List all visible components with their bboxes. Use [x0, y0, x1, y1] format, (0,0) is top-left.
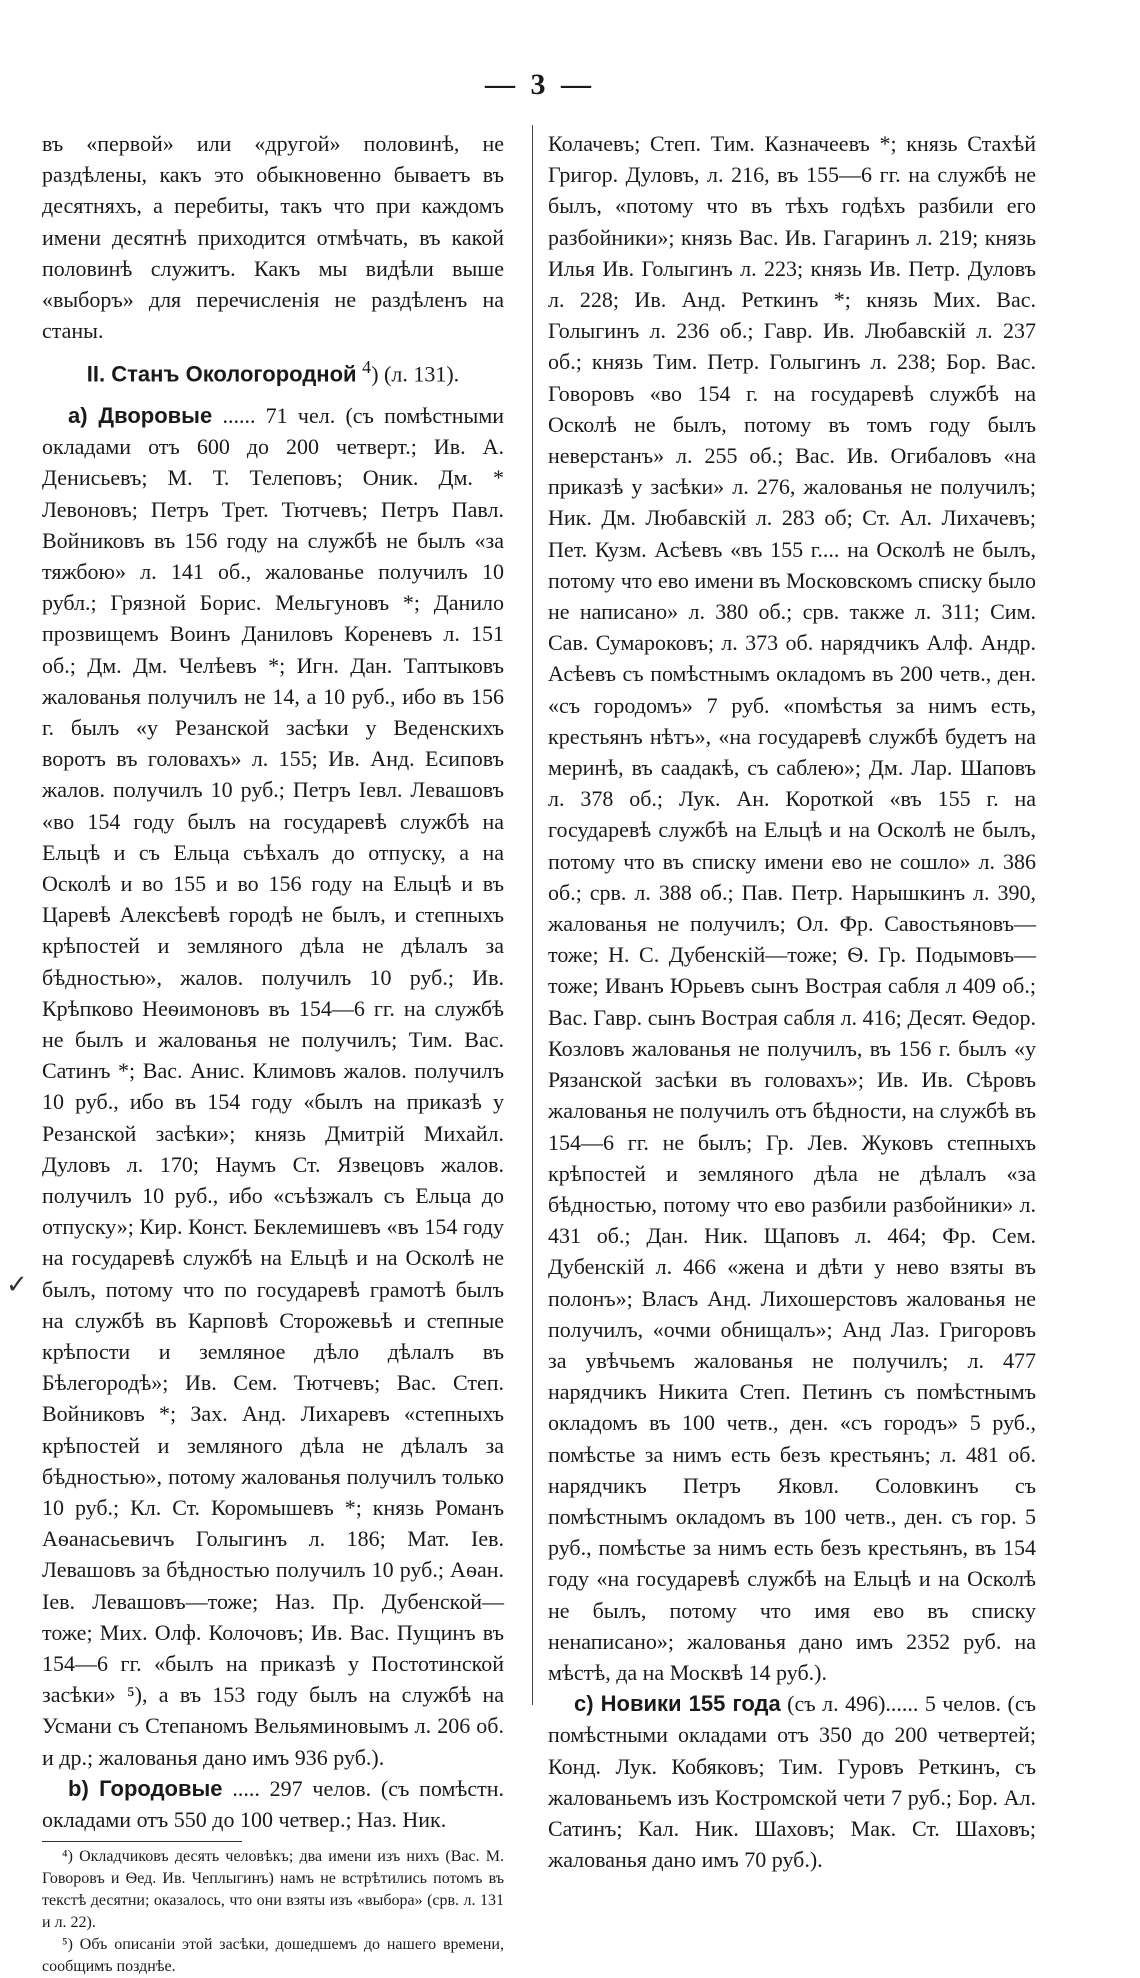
right-paragraph-noviki: [548, 1688, 1036, 1875]
left-paragraph-dvorovye: [42, 400, 504, 1773]
column-divider: [532, 125, 533, 1705]
noviki-text: (съ л. 496)...... 5 челов. (съ помѣстными окладами отъ 350 до 200 четвертей; Конд. Лук. Кобяковъ; Тим. Гуровъ Реткинъ, съ жалованьемъ изъ Костромской чети 7 руб.; Бор. Ал. Сатинъ; Кал. Ник. Шаховъ; Мак. Ст. Шаховъ; жалованья дано имъ 70 руб.).: [548, 1691, 1037, 1873]
section-heading-title: II. Станъ Окологородной: [86, 361, 357, 387]
footnote-rule: [42, 1841, 242, 1842]
right-paragraph-1: Колачевъ; Степ. Тим. Казначеевъ *; князь Стахѣй Григор. Дуловъ, л. 216, въ 155—6 гг. на службѣ не былъ, «потому что въ тѣхъ годѣхъ разбили его разбойники»; князь Вас. Ив. Гагаринъ л. 219; князь Илья Ив. Голыгинъ л. 223; князь Ив. Петр. Дуловъ л. 228; Ив. Анд. Реткинъ *; князь Мих. Вас. Голыгинъ л. 236 об.; Гавр. Ив. Любавскій л. 237 об.; князь Тим. Петр. Голыгинъ л. 238; Бор. Вас. Говоровъ «во 154 г. на государевѣ службѣ на Осколѣ не былъ, потому въ томъ году былъ неверстанъ» л. 255 об.; Вас. Ив. Огибаловъ «на приказѣ у засѣки» л. 276, жалованья не получилъ; Ник. Дм. Любавскій л. 283 об; Ст. Ал. Лихачевъ; Пет. Кузм. Асѣевъ «въ 155 г.... на Осколѣ не былъ, потому что ево имени въ Московскомъ списку было не написано» л. 380 об.; срв. также л. 311; Сим. Сав. Сумароковъ; л. 373 об. нарядчикъ Алф. Андр. Асѣевъ съ помѣстнымъ окладомъ въ 200 четв., ден. «съ городомъ» 7 руб. «помѣстья за нимъ есть, крестьянъ нѣтъ», «на государевѣ службѣ будетъ на меринѣ, въ саадакѣ, съ саблею»; Дм. Лар. Шаповъ л. 378 об.; Лук. Ан. Короткой «въ 155 г. на государевѣ службѣ на Ельцѣ и на Осколѣ не былъ, потому что въ списку имени ево не сошло» л. 386 об.; срв. л. 388 об.; Пав. Петр. Нарышкинъ л. 390, жалованья не получилъ; Ол. Фр. Савостьяновъ—тоже; Н. С. Дубенскій—тоже; Ѳ. Гр. Подымовъ—тоже; Иванъ Юрьевъ сынъ Вострая сабля л 409 об.; Вас. Гавр. сынъ Вострая сабля л. 416; Десят. Ѳедор. Козловъ жалованья не получилъ, въ 156 г. былъ «у Рязанской засѣки въ головахъ»; Ив. Ив. Сѣровъ жалованья не получилъ отъ бѣдности, на службѣ въ 154—6 гг. не былъ; Гр. Лев. Жуковъ степныхъ крѣпостей и земляного дѣла не дѣлалъ «за бѣдностью, потому что ево разбили разбойники» л. 431 об.; Дан. Ник. Щаповъ л. 464; Фр. Сем. Дубенскій л. 466 «жена и дѣти у нево взяты въ полонъ»; Власъ Анд. Лихошерстовъ жалованья не получилъ, «очми обнищалъ»; Анд Лаз. Григоровъ за увѣчьемъ жалованья не получилъ; л. 477 нарядчикъ Никита Степ. Петинъ съ помѣстнымъ окладомъ въ 100 четв., ден. «съ городъ» 5 руб., помѣстье за нимъ есть безъ крестьянъ; л. 481 об. нарядчикъ Петръ Яковл. Соловкинъ съ помѣстнымъ окладомъ въ 100 четв., ден. съ гор. 5 руб., помѣстье за нимъ есть безъ крестьянъ, въ 154 году «на государевѣ службѣ на Ельцѣ и на Осколѣ не былъ, потому что имя ево въ списку ненаписано»; жалованья дано имъ 2352 руб. на мѣстѣ, да на Москвѣ 14 руб.).: [548, 131, 1036, 1685]
left-column: [42, 128, 504, 1978]
dvorovye-text: ...... 71 чел. (съ помѣстными окладами отъ 600 до 200 четверт.; Ив. А. Денисьевъ; М. Т. Телеповъ; Оник. Дм. * Левоновъ; Петръ Трет. Тютчевъ; Петръ Павл. Войниковъ въ 156 году на службѣ не былъ «за тяжбою» л. 141 об., жалованье получилъ 10 рубл.; Грязной Борис. Мельгуновъ *; Данило прозвищемъ Воинъ Даниловъ Кореневъ л. 151 об.; Дм. Дм. Челѣевъ *; Игн. Дан. Таптыковъ жалованья получилъ не 14, а 10 руб., ибо въ 156 г. былъ «у Резанской засѣки у Веденскихъ воротъ въ головахъ» л. 155; Ив. Анд. Есиповъ жалов. получилъ 10 руб.; Петръ Іевл. Левашовъ «во 154 году былъ на государевѣ службѣ на Ельцѣ и съ Ельца съѣхалъ до отпуску, а на Осколѣ и во 155 и во 156 году на Ельцѣ и въ Царевѣ Алексѣевѣ городѣ не былъ, и степныхъ крѣпостей и земляного дѣла не дѣлалъ за бѣдностью», жалов. получилъ 10 руб.; Ив. Крѣпково Неѳимоновъ въ 154—6 гг. на службѣ не былъ и жалованья не получилъ; Тим. Вас. Сатинъ *; Вас. Анис. Климовъ жалов. получилъ 10 руб., ибо въ 154 году «былъ на приказѣ у Резанской засѣки»; князь Дмитрій Михайл. Дуловъ л. 170; Наумъ Ст. Язвецовъ жалов. получилъ 10 руб., ибо «съѣзжалъ съ Ельца до отпуску»; Кир. Конст. Беклемишевъ «въ 154 году на государевѣ службѣ на Ельцѣ и на Осколѣ не былъ, потому что по государевѣ грамотѣ былъ на службѣ въ Карповѣ Сторожевьѣ и степные крѣпости и земляное дѣло дѣлалъ въ Бѣлегородѣ»; Ив. Сем. Тютчевъ; Вас. Степ. Войниковъ *; Зах. Анд. Лихаревъ «степныхъ крѣпостей и земляного дѣла не дѣлалъ за бѣдностью», потому жалованья получилъ только 10 руб.; Кл. Ст. Коромышевъ *; князь Романъ Аѳанасьевичъ Голыгинъ л. 186; Мат. Іев. Левашовъ за бѣдностью получилъ 10 руб.; Аѳан. Іев. Левашовъ—тоже; Наз. Пр. Дубенской—тоже; Мих. Олф. Колочовъ; Ив. Вас. Пущинъ въ 154—6 гг. «былъ на приказѣ у Постотинской засѣки» ⁵), а въ 153 году былъ на службѣ на Усмани съ Степаномъ Вельяминовымъ л. 206 об. и др.; жалованья дано имъ 936 руб.).: [42, 402, 505, 1770]
gorodovye-label: b) Городовые: [68, 1775, 223, 1801]
left-paragraph-1: въ «первой» или «другой» половинѣ, не раздѣлены, какъ это обыкновенно бываетъ въ десятняхъ, а перебиты, такъ что при каждомъ имени десятнѣ приходится отмѣчать, въ какой половинѣ служитъ. Какъ мы видѣли выше «выборъ» для перечисленія не раздѣленъ на станы.: [42, 131, 504, 344]
left-paragraph-gorodovye: [42, 1773, 504, 1835]
footnote-5: ⁵) Объ описаніи этой засѣки, дошедшемъ до нашего времени, сообщимъ позднѣе.: [42, 1936, 504, 1976]
gorodovye-text: ..... 297 челов. (съ помѣстн. окладами отъ 550 до 100 четвер.; Наз. Ник.: [42, 1775, 505, 1833]
section-heading-ref: ) (л. 131).: [371, 361, 460, 387]
footnote-ref-4: 4: [362, 357, 372, 378]
dvorovye-label: а) Дворовые: [68, 402, 213, 428]
footnotes: [42, 1846, 504, 1978]
page-number: — 3 —: [485, 68, 595, 101]
section-heading: [42, 352, 504, 390]
noviki-label: c) Новики 155 года: [574, 1691, 781, 1717]
margin-check-mark: ✓: [6, 1270, 28, 1299]
footnote-4: ⁴) Окладчиковъ десять человѣкъ; два имени изъ нихъ (Вас. М. Говоровъ и Ѳед. Ив. Чеплыгинъ) намъ не встрѣтились потомъ въ текстѣ десятни; оказалось, что они взяты изъ «выбора» (срв. л. 131 и л. 22).: [42, 1848, 504, 1932]
right-column: [548, 128, 1036, 1875]
